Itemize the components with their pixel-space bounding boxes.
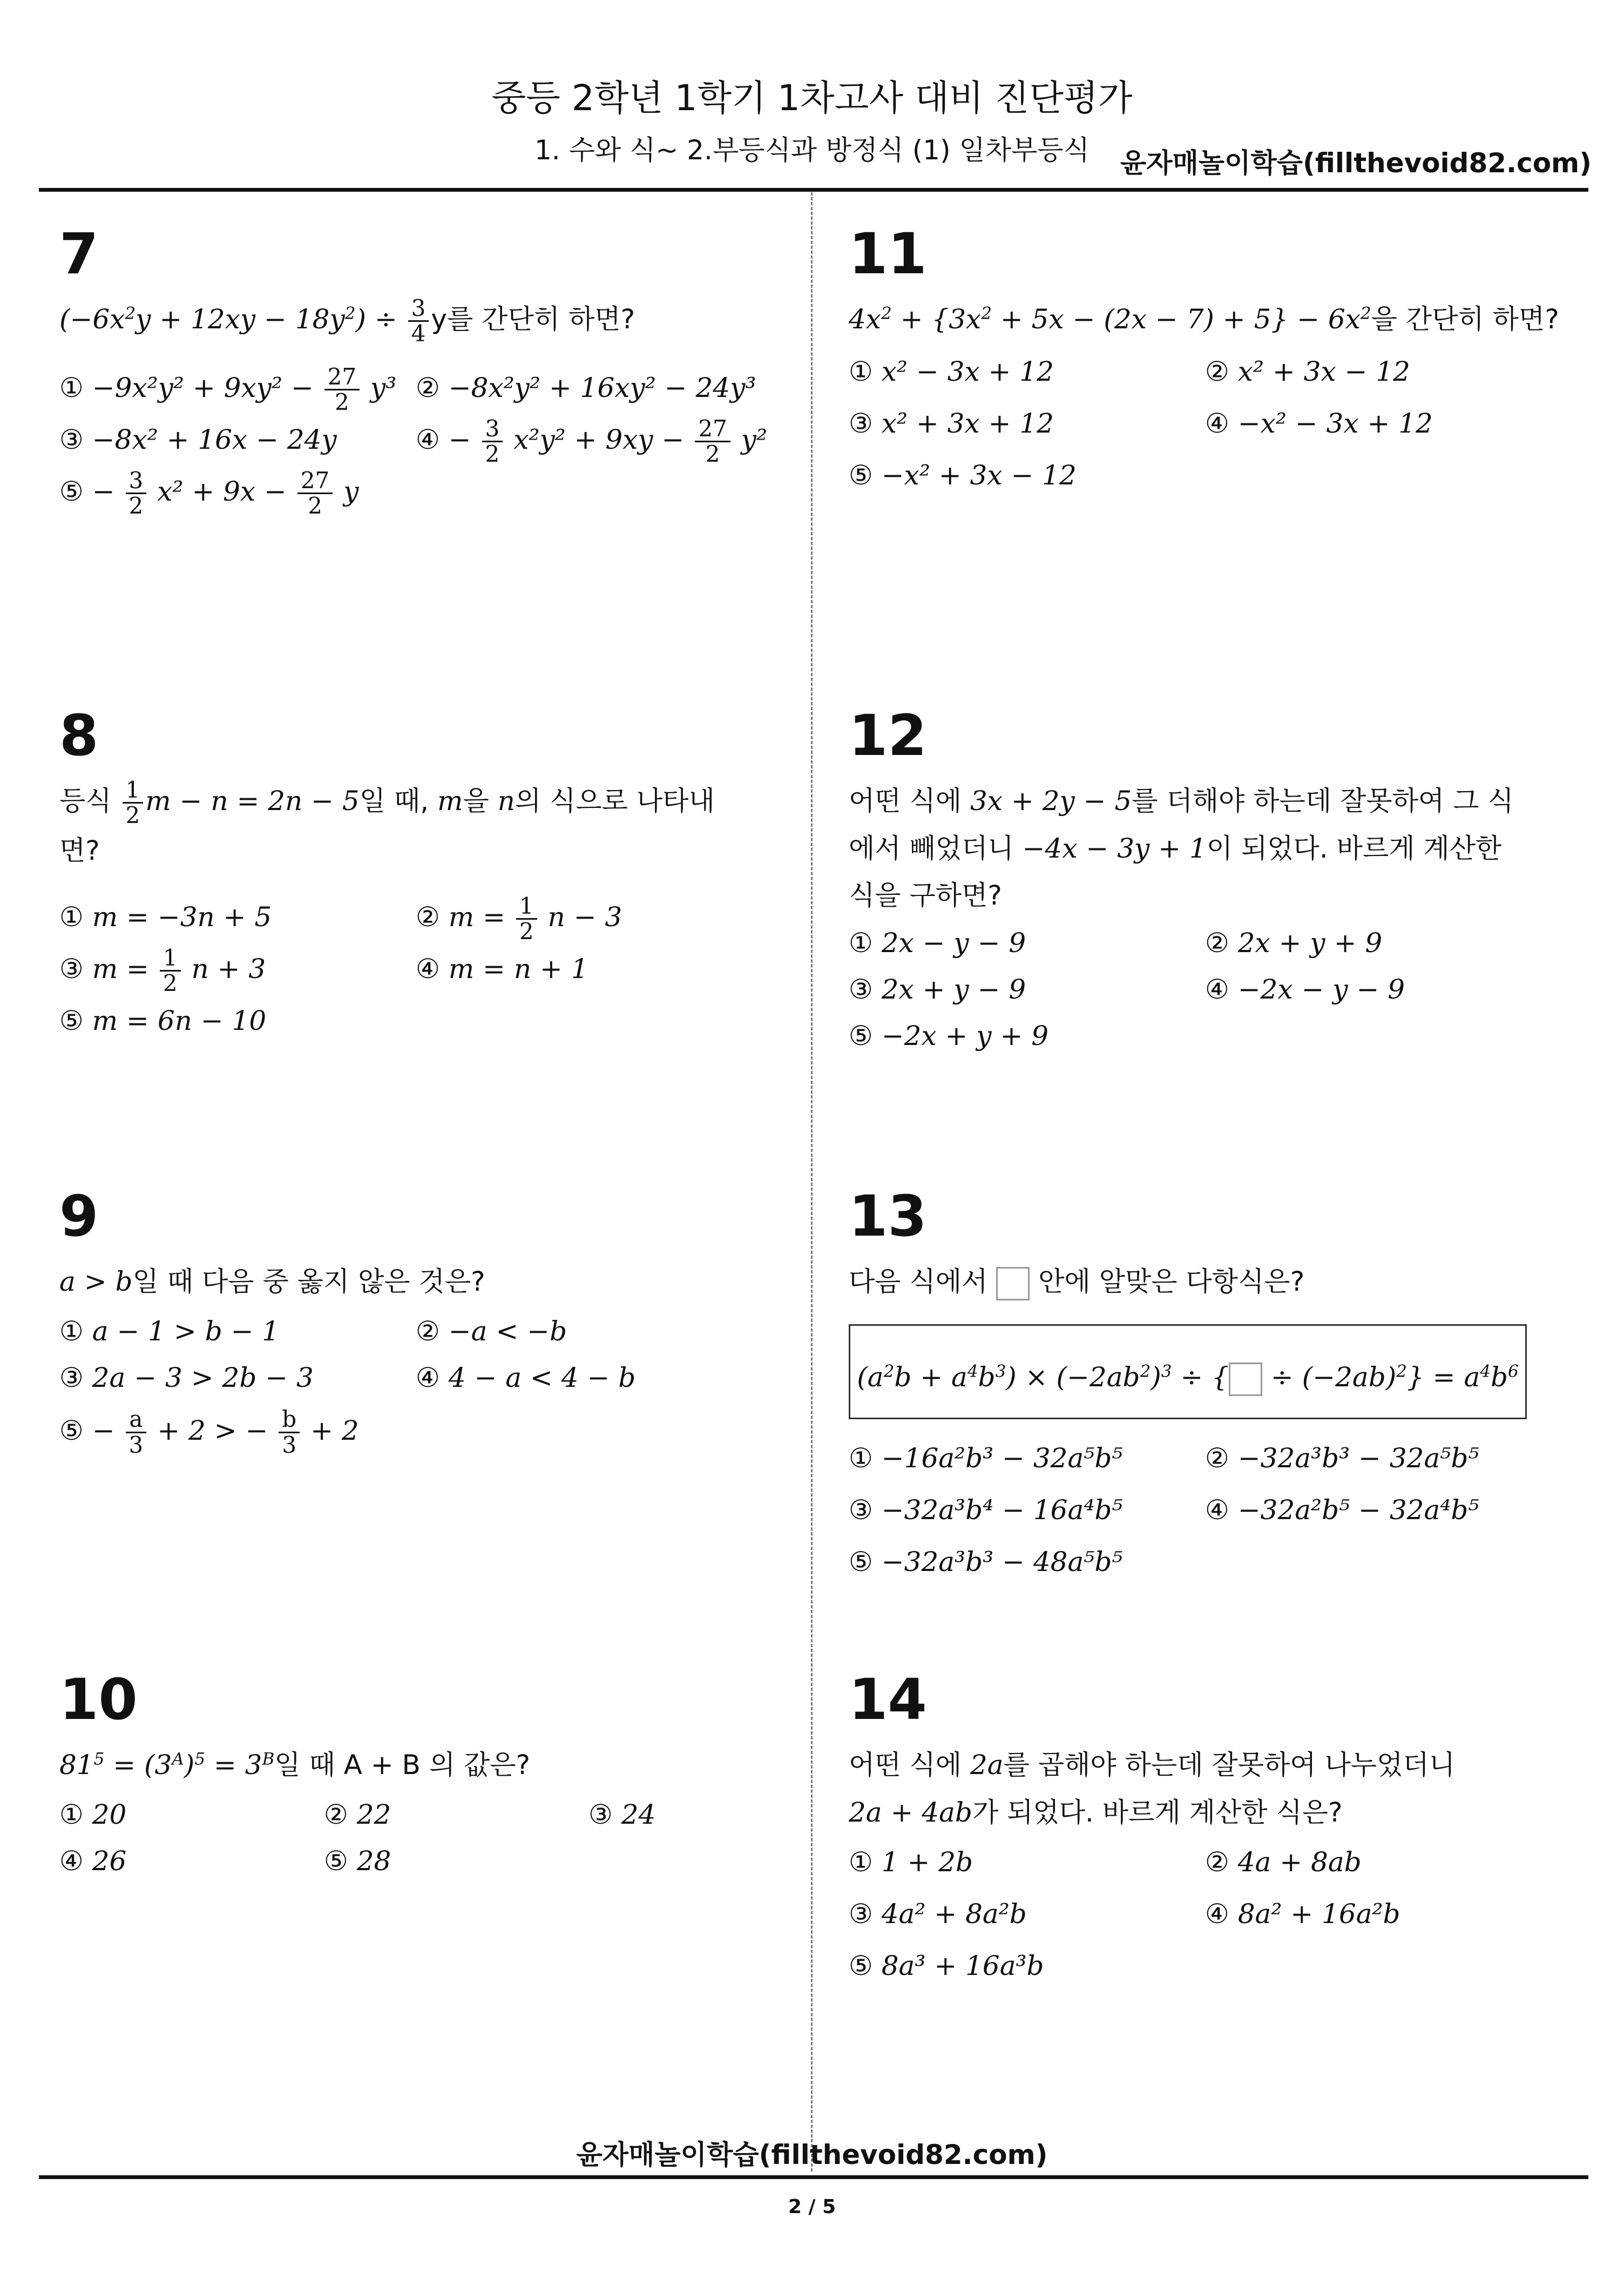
answer-options — [59, 891, 777, 1047]
option-text: 26 — [92, 1845, 127, 1877]
fraction — [695, 417, 730, 466]
option-mark: ③ — [59, 953, 84, 984]
option-mark: ① — [849, 1442, 873, 1474]
option-4[interactable] — [1205, 966, 1561, 1013]
option-5[interactable] — [849, 1013, 1205, 1059]
fraction-numerator: a — [126, 1407, 147, 1433]
option-2[interactable] — [1205, 920, 1561, 966]
option-mark: ① — [849, 927, 873, 959]
fraction — [126, 1407, 147, 1456]
question-text-part: 를 더해야 하는데 잘못하여 그 식 — [1132, 785, 1514, 817]
question-14 — [849, 1667, 1583, 1992]
option-mark: ⑤ — [324, 1845, 348, 1877]
option-text: m = n + 1 — [448, 953, 588, 984]
option-text-tail: n − 3 — [547, 901, 622, 933]
option-4[interactable] — [1205, 397, 1561, 449]
option-text: −x² − 3x + 12 — [1237, 407, 1433, 439]
question-9 — [59, 1183, 777, 1460]
fraction-denominator: 3 — [128, 1431, 144, 1458]
option-2[interactable] — [416, 362, 772, 414]
option-4[interactable] — [416, 943, 772, 995]
option-3[interactable] — [849, 397, 1205, 449]
answer-options — [59, 1308, 777, 1460]
page-number: 2 / 5 — [788, 2196, 836, 2218]
question-12 — [849, 703, 1583, 1059]
fraction-denominator: 2 — [125, 802, 140, 828]
option-mark: ① — [59, 901, 84, 933]
fraction-denominator: 2 — [519, 918, 534, 945]
option-1[interactable] — [59, 1791, 324, 1838]
option-mark: ④ — [416, 1361, 440, 1393]
answer-options — [59, 362, 777, 520]
option-text: m = — [448, 901, 505, 933]
fraction-numerator: 27 — [695, 417, 730, 442]
option-text: 2x + y − 9 — [881, 973, 1026, 1005]
question-number: 7 — [59, 221, 99, 287]
option-3[interactable] — [588, 1791, 750, 1838]
question-text-part: 어떤 식에 — [849, 1749, 962, 1781]
option-text: 4 − a < 4 − b — [448, 1361, 636, 1393]
fraction — [324, 365, 360, 414]
option-text: −8x² + 16x − 24y — [92, 424, 337, 456]
option-1[interactable] — [849, 1836, 1205, 1888]
fraction — [123, 778, 144, 827]
option-5[interactable] — [849, 1536, 1205, 1588]
option-mark: ② — [1205, 1846, 1229, 1878]
option-3[interactable] — [59, 943, 416, 995]
option-5[interactable] — [59, 995, 416, 1047]
header-rule — [39, 188, 1588, 192]
option-text: a − 1 > b − 1 — [92, 1315, 280, 1347]
option-3[interactable] — [59, 414, 416, 466]
option-text: −16a²b³ − 32a⁵b⁵ — [881, 1442, 1123, 1474]
math-expression: 3x + 2y − 5 — [970, 785, 1132, 817]
option-mark: ⑤ — [59, 1414, 84, 1446]
option-text: 8a³ + 16a³b — [881, 1950, 1044, 1981]
option-text-mid: x² + 9x − — [157, 476, 287, 508]
fraction-denominator: 2 — [163, 969, 178, 996]
option-4[interactable] — [416, 414, 772, 466]
option-text: 1 + 2b — [881, 1846, 973, 1878]
option-mark: ④ — [1205, 973, 1229, 1005]
option-3[interactable] — [59, 1354, 416, 1401]
option-mark: ② — [324, 1798, 348, 1830]
option-text: 22 — [356, 1798, 391, 1830]
option-text-tail: y — [343, 476, 359, 508]
header-brand: 윤자매놀이학습(fillthevoid82.com) — [1120, 147, 1592, 179]
question-text — [849, 1742, 1583, 1836]
option-mark: ② — [1205, 355, 1229, 387]
option-text: −9x²y² + 9xy² − — [92, 372, 314, 404]
question-text-part: 에서 빼었더니 — [849, 832, 1014, 864]
math-variable: n — [497, 785, 515, 817]
option-text: −32a³b³ − 32a⁵b⁵ — [1237, 1442, 1479, 1474]
option-2[interactable] — [1205, 1836, 1561, 1888]
question-number: 9 — [59, 1183, 99, 1249]
option-text-tail: n + 3 — [191, 953, 266, 984]
option-2[interactable] — [416, 891, 772, 943]
question-number: 12 — [849, 703, 927, 768]
option-text: x² − 3x + 12 — [881, 355, 1054, 387]
math-expression: $4x^2 + \{3x^2 + 5x - (2x - 7) + 5\} - 6x^2$ — [849, 304, 1371, 335]
question-8 — [59, 703, 777, 1047]
option-mark: ③ — [59, 1361, 84, 1393]
question-number: 10 — [59, 1667, 138, 1732]
question-text-part: 를 곱해야 하는데 잘못하여 나누었더니 — [1003, 1749, 1455, 1781]
question-tail: y를 간단히 하면? — [431, 304, 635, 335]
question-number: 13 — [849, 1183, 927, 1249]
fraction — [516, 894, 537, 943]
fraction-numerator: 3 — [482, 417, 503, 442]
option-text: −32a³b³ − 48a⁵b⁵ — [881, 1546, 1123, 1577]
page-title: 중등 2학년 1학기 1차고사 대비 진단평가 — [491, 77, 1133, 119]
fraction — [297, 469, 333, 518]
option-mark: ④ — [416, 953, 440, 984]
option-mark: ③ — [849, 1898, 873, 1930]
fraction-numerator: b — [279, 1407, 300, 1433]
question-text — [849, 778, 1583, 920]
question-number: 11 — [849, 221, 927, 287]
fraction-denominator: 2 — [705, 441, 720, 468]
math-expression: 2a — [970, 1749, 1004, 1781]
option-mark: ④ — [59, 1845, 84, 1877]
question-11 — [849, 221, 1583, 501]
option-mark: ⑤ — [849, 1950, 873, 1981]
option-text: 8a² + 16a²b — [1237, 1898, 1400, 1930]
math-variable: m — [437, 785, 463, 817]
option-mark: ④ — [1205, 1898, 1229, 1930]
option-mark: ① — [59, 1798, 84, 1830]
question-text-part: 어떤 식에 — [849, 785, 962, 817]
option-text: 24 — [621, 1798, 656, 1830]
option-3[interactable] — [849, 1888, 1205, 1940]
option-1[interactable] — [849, 346, 1205, 397]
option-text: − — [448, 424, 471, 456]
fraction — [160, 946, 181, 995]
option-4[interactable] — [1205, 1484, 1561, 1536]
option-text: m = 6n − 10 — [92, 1004, 267, 1036]
option-mark: ③ — [849, 973, 873, 1005]
option-mark: ③ — [59, 424, 84, 456]
option-mark: ⑤ — [849, 459, 873, 491]
fraction-numerator: 1 — [516, 894, 537, 920]
question-text — [59, 296, 777, 346]
option-text: 4a + 8ab — [1237, 1846, 1362, 1878]
option-text: −a < −b — [448, 1315, 567, 1347]
question-text — [59, 1258, 777, 1306]
answer-options — [59, 1791, 777, 1884]
option-1[interactable] — [849, 920, 1205, 966]
math-expression: −4x − 3y + 1 — [1022, 832, 1207, 864]
fraction-numerator: 1 — [160, 946, 181, 972]
fraction — [482, 417, 503, 466]
option-5[interactable] — [849, 449, 1205, 501]
question-text-part: 을 — [463, 785, 489, 817]
question-7 — [59, 221, 777, 520]
question-text-part: 이 되었다. 바르게 계산한 — [1206, 832, 1502, 864]
question-text — [59, 1742, 777, 1789]
math-expression: $(a^2b + a^4b^3) \times (-2ab^2)^3$ ÷ { ÷ $(-2ab)^2\} = a^4b^6$ — [857, 1361, 1519, 1393]
fraction — [126, 469, 147, 518]
fraction-denominator: 2 — [485, 441, 500, 468]
math-expression: $81^5 = (3^A)^5 = 3^B$ — [59, 1749, 275, 1781]
option-5[interactable] — [849, 1940, 1205, 1992]
option-text-mid: + 2 > − — [157, 1414, 268, 1446]
option-text-tail: y² — [741, 424, 768, 456]
question-text-part: 을 간단히 하면? — [1371, 304, 1559, 335]
option-text: −32a³b⁴ − 16a⁴b⁵ — [881, 1494, 1123, 1526]
option-mark: ② — [1205, 927, 1229, 959]
option-mark: ⑤ — [59, 1004, 84, 1036]
option-text: −2x − y − 9 — [1237, 973, 1405, 1005]
option-1[interactable] — [849, 1432, 1205, 1484]
question-number: 14 — [849, 1667, 927, 1732]
option-1[interactable] — [59, 891, 416, 943]
question-13 — [849, 1183, 1583, 1588]
question-10 — [59, 1667, 777, 1884]
fraction-denominator: 4 — [411, 320, 426, 347]
option-3[interactable] — [849, 966, 1205, 1013]
option-mark: ① — [849, 355, 873, 387]
option-1[interactable] — [59, 1308, 416, 1354]
math-expression: 2a + 4ab — [849, 1796, 972, 1828]
option-4[interactable] — [1205, 1888, 1561, 1940]
answer-options — [849, 920, 1583, 1059]
option-mark: ② — [1205, 1442, 1229, 1474]
math-expression: $(-6x^2y + 12xy - 18y^2)$ ÷ — [59, 304, 397, 335]
option-2[interactable] — [1205, 1432, 1561, 1484]
option-4[interactable] — [416, 1354, 772, 1401]
question-text-part: 일 때 다음 중 옳지 않은 것은? — [132, 1266, 485, 1297]
fraction-numerator: 3 — [126, 469, 147, 494]
footer-rule — [39, 2175, 1588, 2179]
option-5[interactable] — [324, 1838, 588, 1884]
math-expression: a > b — [59, 1266, 133, 1297]
question-text-part: 일 때 A + B 의 값은? — [274, 1749, 531, 1781]
question-text-part: 식을 구하면? — [849, 880, 1002, 911]
option-text: x² + 3x + 12 — [881, 407, 1054, 439]
option-2[interactable] — [416, 1308, 772, 1354]
question-text-part: 다음 식에서 — [849, 1266, 988, 1297]
option-text: −2x + y + 9 — [881, 1020, 1049, 1051]
fraction-denominator: 2 — [128, 493, 144, 520]
column-divider — [811, 192, 813, 2172]
question-text — [59, 778, 777, 875]
option-mark: ③ — [849, 407, 873, 439]
question-text-part: 안에 알맞은 다항식은? — [1038, 1266, 1305, 1297]
question-text — [849, 1258, 1583, 1306]
option-5[interactable] — [59, 1401, 416, 1460]
fraction-denominator: 2 — [335, 389, 349, 416]
question-number: 8 — [59, 703, 99, 768]
option-mark: ⑤ — [849, 1020, 873, 1051]
question-text-line2: 면? — [59, 835, 100, 867]
option-3[interactable] — [849, 1484, 1205, 1536]
fraction-denominator: 2 — [308, 493, 322, 520]
fraction — [408, 296, 429, 346]
math-expression: m − n = 2n − 5 — [145, 785, 360, 817]
option-mark: ⑤ — [849, 1546, 873, 1577]
option-text: m = — [92, 953, 149, 984]
blank-box — [1229, 1363, 1262, 1396]
answer-options — [849, 346, 1583, 501]
fraction-numerator: 27 — [297, 469, 333, 494]
option-text: 4a² + 8a²b — [881, 1898, 1027, 1930]
fraction — [279, 1407, 300, 1456]
option-mark: ① — [59, 372, 84, 404]
answer-options — [849, 1432, 1583, 1588]
footer-brand: 윤자매놀이학습(fillthevoid82.com) — [576, 2139, 1048, 2170]
option-4[interactable] — [59, 1838, 324, 1884]
option-mark: ② — [416, 1315, 440, 1347]
option-text: x² + 3x − 12 — [1237, 355, 1410, 387]
option-text: −8x²y² + 16xy² − 24y³ — [448, 372, 756, 404]
option-text: −x² + 3x − 12 — [881, 459, 1077, 491]
question-text-prefix: 등식 — [59, 785, 112, 817]
question-text-part: 일 때, — [359, 785, 429, 817]
option-1[interactable] — [59, 362, 416, 414]
question-text — [849, 296, 1583, 343]
option-mark: ④ — [416, 424, 440, 456]
fraction-numerator: 1 — [123, 778, 144, 804]
option-text: 2a − 3 > 2b − 3 — [92, 1361, 314, 1393]
option-text-tail: + 2 — [310, 1414, 359, 1446]
option-mark: ① — [59, 1315, 84, 1347]
option-text: 2x − y − 9 — [881, 927, 1026, 959]
option-mark: ② — [416, 901, 440, 933]
option-text: − — [92, 476, 115, 508]
question-text-part: 의 식으로 나타내 — [515, 785, 715, 817]
option-text: 2x + y + 9 — [1237, 927, 1383, 959]
option-2[interactable] — [324, 1791, 588, 1838]
option-text-mid: x²y² + 9xy − — [513, 424, 685, 456]
equation-box — [849, 1324, 1527, 1419]
option-text: 20 — [92, 1798, 127, 1830]
option-2[interactable] — [1205, 346, 1561, 397]
option-mark: ① — [849, 1846, 873, 1878]
option-5[interactable] — [59, 466, 416, 520]
fraction-denominator: 3 — [282, 1431, 297, 1458]
option-mark: ③ — [588, 1798, 613, 1830]
option-mark: ⑤ — [59, 476, 84, 508]
page-subtitle: 1. 수와 식~ 2.부등식과 방정식 (1) 일차부등식 — [534, 134, 1090, 166]
fraction-numerator: 27 — [324, 365, 360, 390]
option-text: 28 — [356, 1845, 391, 1877]
option-mark: ④ — [1205, 1494, 1229, 1526]
option-mark: ② — [416, 372, 440, 404]
option-text: − — [92, 1414, 115, 1446]
answer-options — [849, 1836, 1583, 1992]
fraction-numerator: 3 — [408, 296, 429, 322]
option-mark: ③ — [849, 1494, 873, 1526]
option-text: −32a²b⁵ − 32a⁴b⁵ — [1237, 1494, 1479, 1526]
option-text: m = −3n + 5 — [92, 901, 272, 933]
question-text-part: 가 되었다. 바르게 계산한 식은? — [972, 1796, 1343, 1828]
option-text-tail: y³ — [370, 372, 397, 404]
option-mark: ④ — [1205, 407, 1229, 439]
blank-box — [996, 1267, 1030, 1300]
